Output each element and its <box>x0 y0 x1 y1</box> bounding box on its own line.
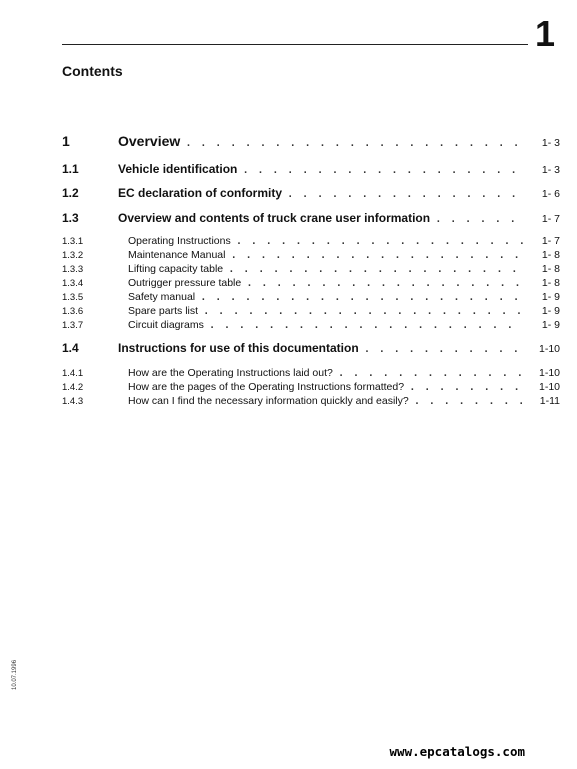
toc-dot-leader <box>186 133 524 151</box>
toc-entry-page: 1- 8 <box>541 263 560 275</box>
toc-entry-title: How are the Operating Instructions laid out? <box>128 367 333 379</box>
toc-entry-page: 1- 3 <box>541 164 560 176</box>
toc-entry-title: Spare parts list <box>128 305 199 317</box>
watermark-text: www.epcatalogs.com <box>389 744 525 759</box>
toc-entry-title: Overview and contents of truck crane user information <box>118 211 431 225</box>
toc-dot-leader <box>288 184 524 202</box>
toc-entry-page: 1- 6 <box>541 188 560 200</box>
toc-entry-title: Operating Instructions <box>128 235 231 247</box>
toc-entry-number: 1.4.1 <box>62 368 84 379</box>
toc-entry-page: 1-10 <box>538 343 560 355</box>
toc-entry-page: 1- 7 <box>541 213 560 225</box>
contents-heading: Contents <box>62 63 123 79</box>
toc-dot-leader <box>436 209 524 227</box>
toc-entry-page: 1-10 <box>538 381 560 393</box>
toc-entry-number: 1.3.6 <box>62 306 84 317</box>
toc-entry-title: How are the pages of the Operating Instructions formatted? <box>128 381 405 393</box>
toc-entry-page: 1-10 <box>538 367 560 379</box>
chapter-number: 1 <box>534 13 555 54</box>
toc-entry-number: 1.2 <box>62 186 79 200</box>
toc-dot-leader <box>415 391 524 409</box>
toc-entry-title: Safety manual <box>128 291 196 303</box>
toc-entry-number: 1.3.5 <box>62 292 84 303</box>
toc-entry-number: 1.4.2 <box>62 382 84 393</box>
toc-entry[interactable] <box>62 209 560 227</box>
toc-entry-number: 1 <box>62 133 70 149</box>
toc-entry-number: 1.3.7 <box>62 320 84 331</box>
toc-entry-number: 1.4.3 <box>62 396 84 407</box>
toc-entry-title: How can I find the necessary information quickly and easily? <box>128 395 409 407</box>
header-rule <box>62 44 528 45</box>
toc-dot-leader <box>243 160 524 178</box>
toc-entry-number: 1.1 <box>62 162 79 176</box>
toc-entry-page: 1- 9 <box>541 305 560 317</box>
toc-entry-page: 1- 8 <box>541 277 560 289</box>
toc-entry[interactable] <box>62 160 560 178</box>
toc-entry-title: Maintenance Manual <box>128 249 226 261</box>
toc-entry-page: 1- 8 <box>541 249 560 261</box>
toc-entry-title: Outrigger pressure table <box>128 277 242 289</box>
toc-entry-number: 1.3.2 <box>62 250 84 261</box>
toc-entry[interactable] <box>62 133 560 151</box>
toc-entry-page: 1- 3 <box>541 137 560 149</box>
toc-entry-number: 1.3.3 <box>62 264 84 275</box>
toc-entry-page: 1- 9 <box>541 291 560 303</box>
toc-entry-title: Lifting capacity table <box>128 263 224 275</box>
toc-dot-leader <box>210 315 524 333</box>
toc-entry-number: 1.3 <box>62 211 79 225</box>
toc-entry-title: Instructions for use of this documentation <box>118 341 359 355</box>
toc-entry-title: EC declaration of conformity <box>118 186 283 200</box>
toc-entry-page: 1-11 <box>539 395 560 407</box>
toc-entry-number: 1.3.1 <box>62 236 84 247</box>
toc-entry-page: 1- 9 <box>541 319 560 331</box>
date-stamp: 10.07.1996 <box>12 659 18 690</box>
toc-entry[interactable] <box>62 391 560 409</box>
toc-entry[interactable] <box>62 339 560 357</box>
toc-entry-number: 1.3.4 <box>62 278 84 289</box>
toc-entry-title: Vehicle identification <box>118 162 238 176</box>
toc-entry-title: Circuit diagrams <box>128 319 204 331</box>
toc-entry[interactable] <box>62 184 560 202</box>
toc-entry-page: 1- 7 <box>541 235 560 247</box>
toc-dot-leader <box>365 339 524 357</box>
toc-entry[interactable] <box>62 315 560 333</box>
toc-entry-number: 1.4 <box>62 341 79 355</box>
toc-entry-title: Overview <box>118 133 181 149</box>
